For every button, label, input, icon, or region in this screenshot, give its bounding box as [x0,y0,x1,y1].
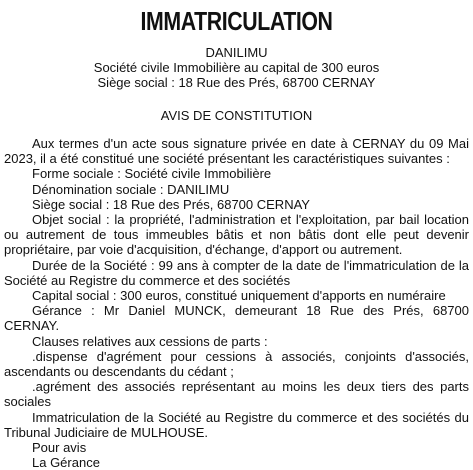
company-form-capital: Société civile Immobilière au capital de 300 euros [93,60,380,75]
paragraph-duration: Durée de la Société : 99 ans à compter de la date de l'immatriculation de la Société au Registre du commerce et des sociétés [4,257,469,288]
paragraph-legal-form: Forme sociale : Société civile Immobilière [32,166,272,182]
company-name: DANILIMU [205,45,268,60]
paragraph-capital: Capital social : 300 euros, constitué uniquement d'apports en numéraire [32,288,446,304]
notice-heading: AVIS DE CONSTITUTION [160,108,313,123]
paragraph-signature: La Gérance [32,455,100,470]
notice-body [4,136,469,470]
notice-title: IMMATRICULATION [140,6,333,36]
paragraph-purpose: Objet social : la propriété, l'administration et l'exploitation, par bail location ou autrement de tous immeubles bâtis et non bâtis dont elle peut devenir propriétaire, par voie d'acquisition, d'échange, d'apport ou autrement. [4,212,469,258]
paragraph-transfer-approval: .agrément des associés représentant au moins les deux tiers des parts sociales [4,379,469,410]
paragraph-transfer-exemption: .dispense d'agrément pour cessions à associés, conjoints d'associés, ascendants ou descendants du cédant ; [4,348,469,380]
paragraph-intro: Aux termes d'un acte sous signature privée en date à CERNAY du 09 Mai 2023, il a été constitué une société présentant les caractéristiques suivantes : [4,136,469,167]
paragraph-management: Gérance : Mr Daniel MUNCK, demeurant 18 Rue des Prés, 68700 CERNAY. [4,303,469,334]
paragraph-transfer-clauses: Clauses relatives aux cessions de parts : [32,333,268,349]
paragraph-registration: Immatriculation de la Société au Registre du commerce et des sociétés du Tribunal Judiciaire de MULHOUSE. [4,409,469,440]
company-header [4,45,469,90]
paragraph-company-name: Dénomination sociale : DANILIMU [32,181,230,197]
paragraph-registered-office: Siège social : 18 Rue des Prés, 68700 CERNAY [32,196,310,212]
company-seat: Siège social : 18 Rue des Prés, 68700 CERNAY [97,75,376,90]
paragraph-pour-avis: Pour avis [32,440,87,456]
